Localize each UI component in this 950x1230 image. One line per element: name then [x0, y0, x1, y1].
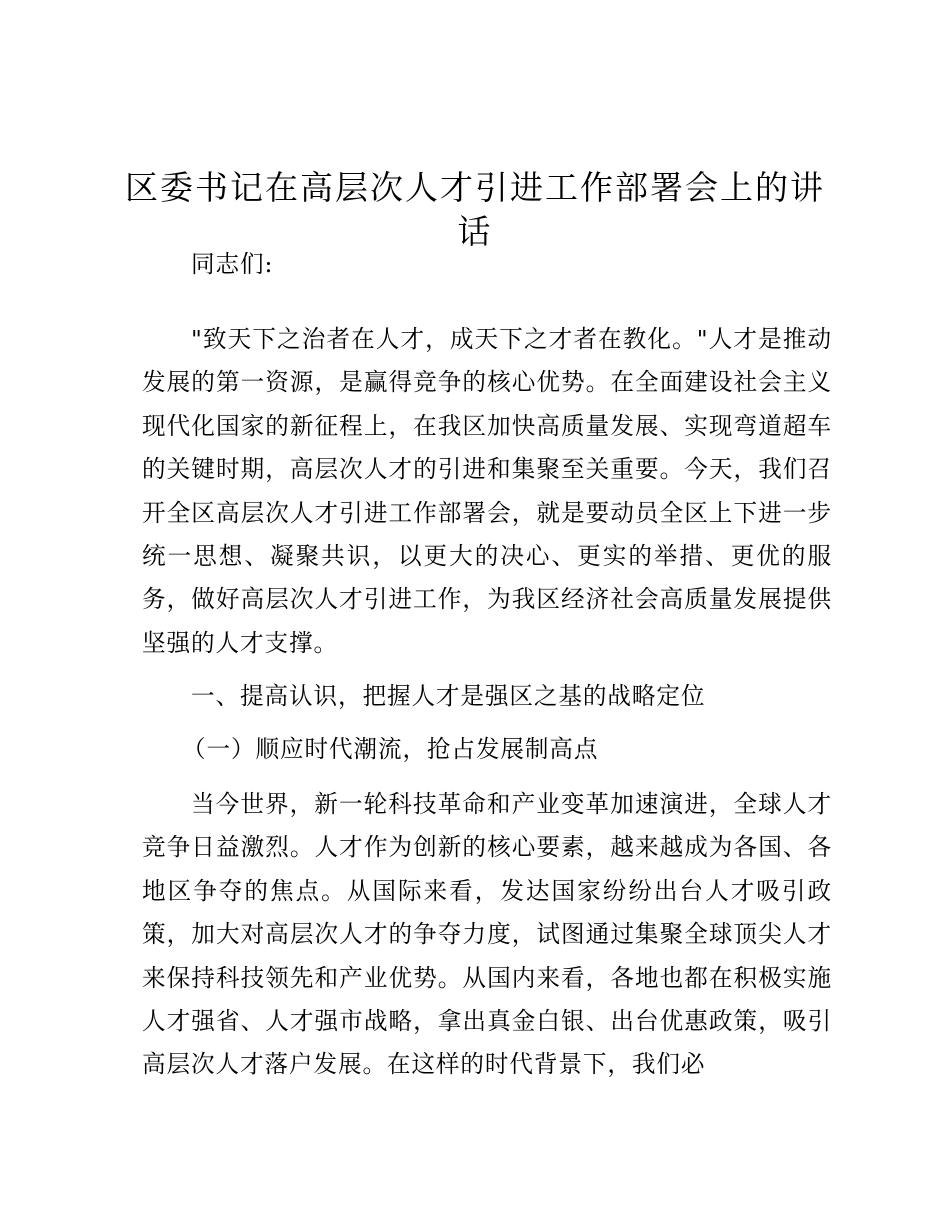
intro-paragraph: "致天下之治者在人才，成天下之才者在教化。"人才是推动发展的第一资源，是赢得竞争的核心优势。在全面建设社会主义现代化国家的新征程上，在我区加快高质量发展、实现弯道超车的关键时期，高层次人才的引进和集聚至关重要。今天，我们召开全区高层次人才引进工作部署会，就是要动员全区上下进一步统一思想、凝聚共识，以更大的决心、更实的举措、更优的服务，做好高层次人才引进工作，为我区经济社会高质量发展提供坚强的人才支撑。	[142, 325, 832, 657]
section-paragraph: 当今世界，新一轮科技革命和产业变革加速演进，全球人才竞争日益激烈。人才作为创新的核心要素，越来越成为各国、各地区争夺的焦点。从国际来看，发达国家纷纷出台人才吸引政策，加大对高层次人才的争夺力度，试图通过集聚全球顶尖人才来保持科技领先和产业优势。从国内来看，各地也都在积极实施人才强省、人才强市战略，拿出真金白银、出台优惠政策，吸引高层次人才落户发展。在这样的时代背景下，我们必	[142, 790, 832, 1079]
salutation: 同志们:	[191, 250, 274, 278]
document-title: 区委书记在高层次人才引进工作部署会上的讲话	[125, 168, 825, 251]
subsection-heading: （一）顺应时代潮流，抢占发展制高点	[182, 735, 599, 763]
section-heading: 一、提高认识，把握人才是强区之基的战略定位	[191, 682, 706, 710]
